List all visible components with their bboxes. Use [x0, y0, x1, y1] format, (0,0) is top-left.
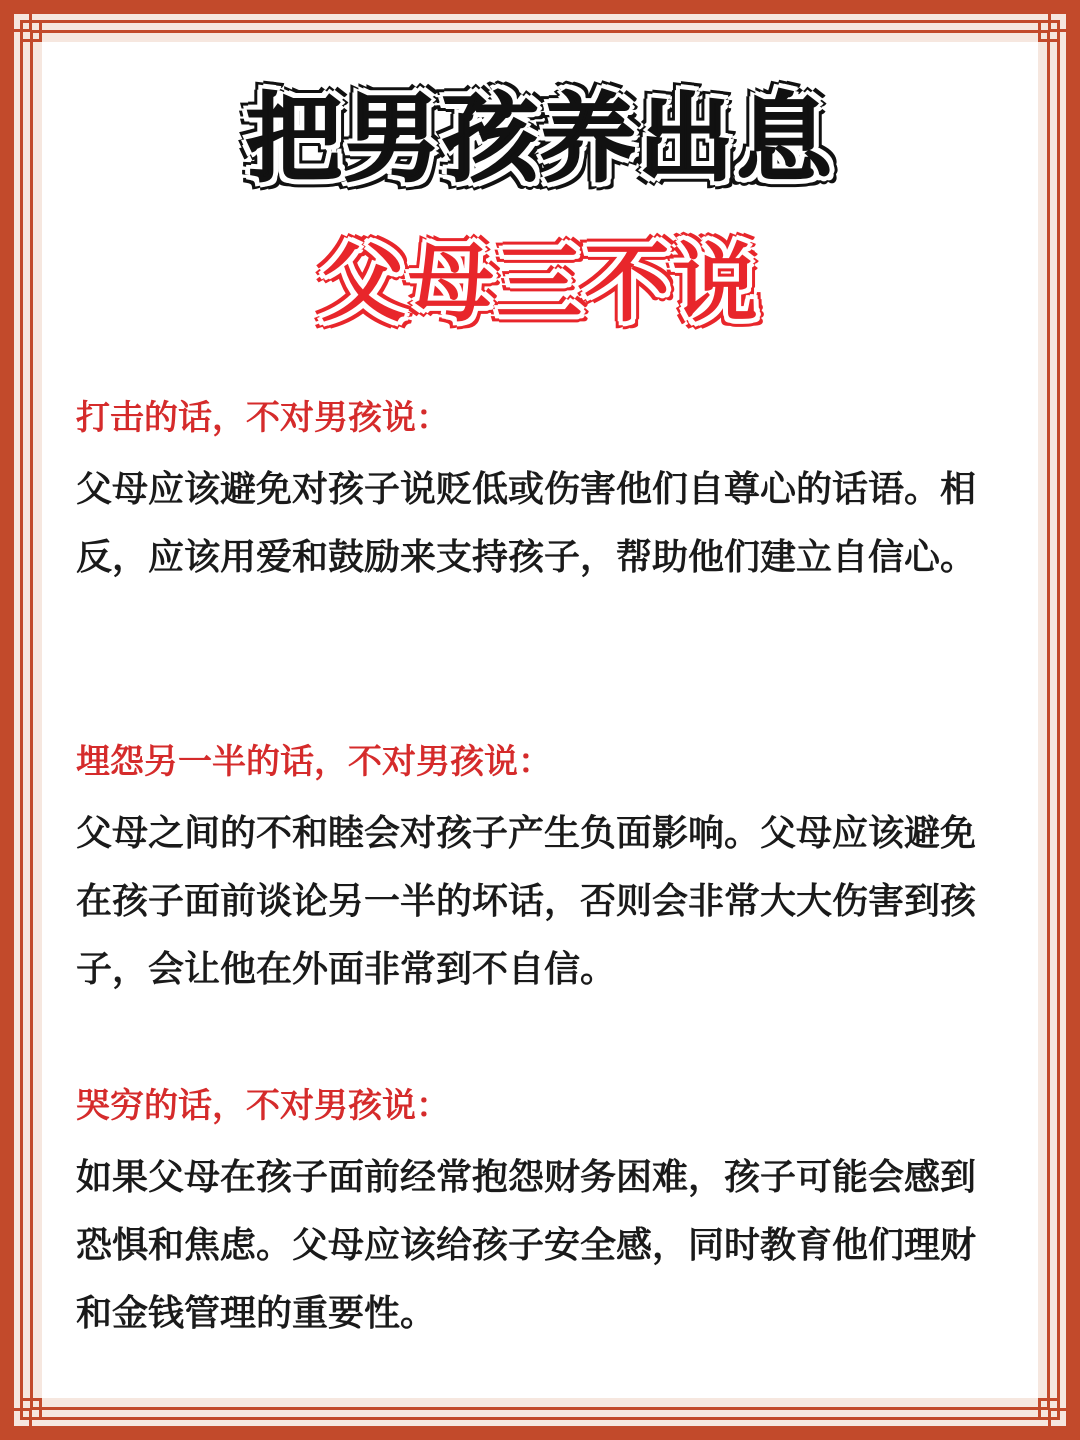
section-body: 父母应该避免对孩子说贬低或伤害他们自尊心的话语。相反，应该用爱和鼓励来支持孩子，帮助他们建立自信心。 [76, 469, 977, 578]
content-card [42, 42, 1038, 1398]
section-body: 父母之间的不和睦会对孩子产生负面影响。父母应该避免在孩子面前谈论另一半的坏话，否则会非常大大伤害到孩子，会让他在外面非常到不自信。 [76, 813, 977, 990]
frame-corner-ornament [10, 10, 44, 44]
section-complaining-partner [76, 738, 1006, 1004]
page-subtitle: 父母三不说 [320, 234, 760, 334]
frame-corner-ornament [1036, 10, 1070, 44]
page-title: 把男孩养出息 [246, 83, 834, 195]
section-body: 如果父母在孩子面前经常抱怨财务困难，孩子可能会感到恐惧和焦虑。父母应该给孩子安全感，同时教育他们理财和金钱管理的重要性。 [76, 1157, 977, 1334]
section-heading: 打击的话，不对男孩说： [76, 398, 450, 438]
frame-corner-ornament [1036, 1396, 1070, 1430]
section-heading: 哭穷的话，不对男孩说： [76, 1086, 450, 1126]
section-crying-poor [76, 1082, 1006, 1348]
frame-corner-ornament [10, 1396, 44, 1430]
section-criticism [76, 394, 1006, 592]
section-heading: 埋怨另一半的话，不对男孩说： [76, 742, 552, 782]
